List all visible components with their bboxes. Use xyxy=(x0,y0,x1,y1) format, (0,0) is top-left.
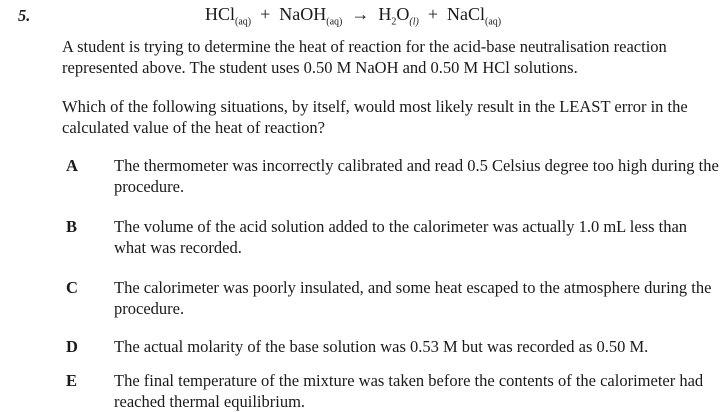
question-stem: A student is trying to determine the heat of reaction for the acid-base neutralisation reaction represented above. The student uses 0.50 M NaOH and 0.50 M HCl solutions. xyxy=(62,37,667,77)
state: (aq) xyxy=(485,16,502,28)
option-a[interactable] xyxy=(62,155,722,197)
chemical-equation xyxy=(205,4,501,28)
product-water-o: O xyxy=(396,4,410,24)
product-water: H xyxy=(378,4,392,24)
option-letter: E xyxy=(66,371,78,390)
option-b[interactable] xyxy=(62,216,722,258)
option-c[interactable] xyxy=(62,277,722,319)
option-text: The volume of the acid solution added to the calorimeter was actually 1.0 mL less than what was recorded. xyxy=(114,217,688,257)
option-letter: A xyxy=(66,156,78,175)
option-text: The final temperature of the mixture was taken before the contents of the calorimeter had reached thermal equilibrium. xyxy=(114,371,704,411)
reactant-naoh: NaOH xyxy=(279,4,327,24)
option-letter: B xyxy=(66,217,78,236)
option-text: The calorimeter was poorly insulated, and some heat escaped to the atmosphere during the procedure. xyxy=(114,278,712,318)
option-d[interactable] xyxy=(62,336,722,357)
question-prompt: Which of the following situations, by itself, would most likely result in the LEAST error in the calculated value of the heat of reaction? xyxy=(62,97,688,137)
state: (l) xyxy=(409,16,419,28)
arrow: → xyxy=(351,4,370,24)
option-e[interactable] xyxy=(62,370,722,412)
option-letter: C xyxy=(66,278,78,297)
subscript: 2 xyxy=(391,16,397,28)
option-text: The thermometer was incorrectly calibrated and read 0.5 Celsius degree too high during the procedure. xyxy=(114,156,719,196)
plus: + xyxy=(427,4,438,24)
state: (aq) xyxy=(235,16,252,28)
plus: + xyxy=(260,4,271,24)
reactant-hcl: HCl xyxy=(205,4,236,24)
state: (aq) xyxy=(326,16,343,28)
option-text: The actual molarity of the base solution was 0.53 M but was recorded as 0.50 M. xyxy=(114,337,649,356)
option-letter: D xyxy=(66,337,78,356)
product-nacl: NaCl xyxy=(447,4,485,24)
question-number: 5. xyxy=(18,6,31,25)
